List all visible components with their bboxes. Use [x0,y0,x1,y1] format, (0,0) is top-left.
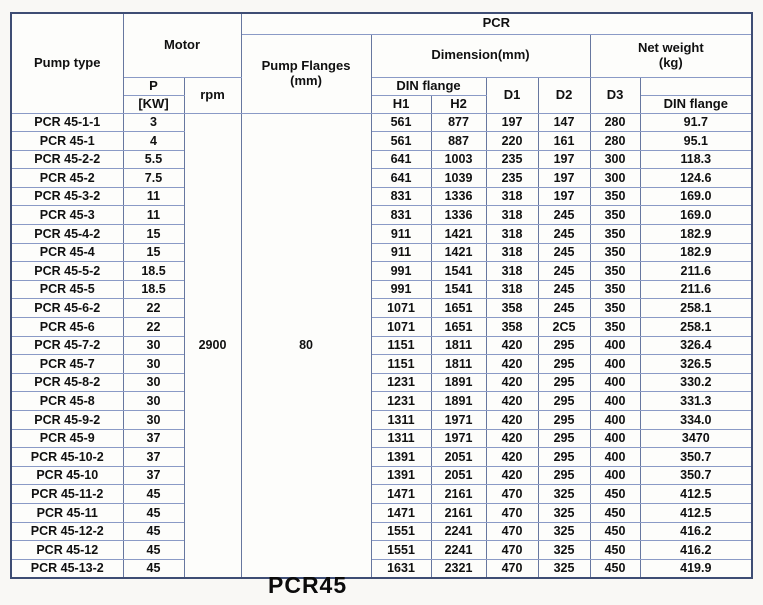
weight-cell: 326.5 [640,355,752,374]
header-pump-type: Pump type [11,13,123,113]
h1-cell: 1231 [371,392,431,411]
d1-cell: 318 [486,262,538,281]
header-pump-flanges [241,34,371,113]
table-row [11,318,752,337]
h2-cell: 1891 [431,392,486,411]
weight-cell: 412.5 [640,503,752,522]
p-kw-cell: 5.5 [123,150,184,169]
d3-cell: 350 [590,225,640,244]
header-p-unit: [KW] [123,95,184,113]
h2-cell: 1891 [431,373,486,392]
h1-cell: 1071 [371,318,431,337]
h2-cell: 2161 [431,503,486,522]
h2-cell: 1651 [431,318,486,337]
p-kw-cell: 11 [123,206,184,225]
d1-cell: 470 [486,522,538,541]
d1-cell: 470 [486,503,538,522]
table-row [11,559,752,578]
d2-cell: 245 [538,299,590,318]
d1-cell: 358 [486,299,538,318]
pump-type-cell: PCR 45-6-2 [11,299,123,318]
d2-cell: 325 [538,522,590,541]
h2-cell: 1421 [431,243,486,262]
h2-cell: 1971 [431,429,486,448]
d3-cell: 400 [590,392,640,411]
pump-type-cell: PCR 45-4 [11,243,123,262]
p-kw-cell: 45 [123,541,184,560]
d3-cell: 400 [590,411,640,430]
d2-cell: 197 [538,150,590,169]
d3-cell: 450 [590,541,640,560]
weight-cell: 412.5 [640,485,752,504]
table-row [11,503,752,522]
p-kw-cell: 45 [123,522,184,541]
h1-cell: 1311 [371,429,431,448]
d3-cell: 350 [590,318,640,337]
d1-cell: 197 [486,113,538,132]
header-d2: D2 [538,77,590,113]
d2-cell: 295 [538,466,590,485]
p-kw-cell: 30 [123,336,184,355]
header-h2: H2 [431,95,486,113]
table-row [11,113,752,132]
pump-type-cell: PCR 45-11 [11,503,123,522]
weight-cell: 124.6 [640,169,752,188]
pump-type-cell: PCR 45-6 [11,318,123,337]
table-row [11,522,752,541]
d2-cell: 295 [538,411,590,430]
header-rpm: rpm [184,77,241,113]
pump-type-cell: PCR 45-3 [11,206,123,225]
weight-cell: 169.0 [640,206,752,225]
d3-cell: 400 [590,373,640,392]
weight-cell: 169.0 [640,187,752,206]
header-pump-flanges-line1: Pump Flanges [261,57,351,73]
h1-cell: 1391 [371,466,431,485]
h2-cell: 1336 [431,206,486,225]
d1-cell: 318 [486,243,538,262]
d1-cell: 220 [486,132,538,151]
pump-type-cell: PCR 45-1 [11,132,123,151]
h1-cell: 1471 [371,485,431,504]
table-row [11,541,752,560]
weight-cell: 95.1 [640,132,752,151]
p-kw-cell: 37 [123,429,184,448]
d1-cell: 470 [486,559,538,578]
weight-cell: 334.0 [640,411,752,430]
d3-cell: 350 [590,280,640,299]
table-row [11,392,752,411]
d1-cell: 420 [486,411,538,430]
header-p: P [123,77,184,95]
weight-cell: 330.2 [640,373,752,392]
h1-cell: 561 [371,113,431,132]
table-row [11,243,752,262]
pump-spec-table [10,12,753,579]
header-net-weight [590,34,752,77]
pump-type-cell: PCR 45-10 [11,466,123,485]
p-kw-cell: 11 [123,187,184,206]
d1-cell: 358 [486,318,538,337]
h2-cell: 1421 [431,225,486,244]
h1-cell: 1551 [371,541,431,560]
p-kw-cell: 45 [123,503,184,522]
h2-cell: 1651 [431,299,486,318]
pump-type-cell: PCR 45-8 [11,392,123,411]
header-net-weight-line1: Net weight [637,39,704,55]
p-kw-cell: 45 [123,485,184,504]
d1-cell: 420 [486,429,538,448]
pump-type-cell: PCR 45-9-2 [11,411,123,430]
h1-cell: 911 [371,243,431,262]
h1-cell: 1311 [371,411,431,430]
h1-cell: 1071 [371,299,431,318]
header-din-flange: DIN flange [371,77,486,95]
h1-cell: 991 [371,262,431,281]
h1-cell: 1551 [371,522,431,541]
d3-cell: 450 [590,503,640,522]
d3-cell: 350 [590,206,640,225]
pump-type-cell: PCR 45-12 [11,541,123,560]
d3-cell: 400 [590,336,640,355]
d1-cell: 318 [486,187,538,206]
d1-cell: 470 [486,485,538,504]
h2-cell: 2321 [431,559,486,578]
weight-cell: 350.7 [640,466,752,485]
p-kw-cell: 18.5 [123,262,184,281]
d2-cell: 147 [538,113,590,132]
d2-cell: 295 [538,355,590,374]
weight-cell: 91.7 [640,113,752,132]
table-row [11,150,752,169]
h2-cell: 2051 [431,466,486,485]
weight-cell: 211.6 [640,262,752,281]
p-kw-cell: 7.5 [123,169,184,188]
d2-cell: 245 [538,225,590,244]
pump-type-cell: PCR 45-7 [11,355,123,374]
pump-type-cell: PCR 45-7-2 [11,336,123,355]
p-kw-cell: 30 [123,411,184,430]
pump-type-cell: PCR 45-10-2 [11,448,123,467]
p-kw-cell: 15 [123,243,184,262]
table-row [11,411,752,430]
pump-type-cell: PCR 45-2-2 [11,150,123,169]
p-kw-cell: 30 [123,392,184,411]
weight-cell: 350.7 [640,448,752,467]
d1-cell: 235 [486,150,538,169]
d2-cell: 295 [538,429,590,448]
weight-cell: 182.9 [640,225,752,244]
h1-cell: 1151 [371,355,431,374]
d2-cell: 295 [538,392,590,411]
d1-cell: 318 [486,206,538,225]
h1-cell: 561 [371,132,431,151]
weight-cell: 326.4 [640,336,752,355]
p-kw-cell: 18.5 [123,280,184,299]
table-row [11,448,752,467]
p-kw-cell: 3 [123,113,184,132]
weight-cell: 419.9 [640,559,752,578]
weight-cell: 3470 [640,429,752,448]
pump-type-cell: PCR 45-13-2 [11,559,123,578]
d2-cell: 245 [538,243,590,262]
h2-cell: 887 [431,132,486,151]
h1-cell: 1231 [371,373,431,392]
pump-type-cell: PCR 45-12-2 [11,522,123,541]
d3-cell: 350 [590,262,640,281]
table-row [11,132,752,151]
weight-cell: 182.9 [640,243,752,262]
header-pcr: PCR [241,13,752,34]
d3-cell: 400 [590,429,640,448]
h2-cell: 2161 [431,485,486,504]
d2-cell: 295 [538,448,590,467]
d1-cell: 420 [486,392,538,411]
d2-cell: 245 [538,206,590,225]
d2-cell: 295 [538,336,590,355]
p-kw-cell: 22 [123,318,184,337]
table-row [11,485,752,504]
d3-cell: 450 [590,485,640,504]
h2-cell: 2241 [431,541,486,560]
d1-cell: 318 [486,225,538,244]
h1-cell: 991 [371,280,431,299]
d3-cell: 400 [590,448,640,467]
table-row [11,225,752,244]
p-kw-cell: 15 [123,225,184,244]
pump-type-cell: PCR 45-3-2 [11,187,123,206]
d2-cell: 325 [538,503,590,522]
p-kw-cell: 45 [123,559,184,578]
h2-cell: 1039 [431,169,486,188]
p-kw-cell: 30 [123,355,184,374]
header-net-weight-line2: (kg) [658,54,683,70]
d3-cell: 450 [590,559,640,578]
table-body [11,113,752,578]
header-dimension: Dimension(mm) [371,34,590,77]
weight-cell: 118.3 [640,150,752,169]
d3-cell: 300 [590,150,640,169]
d2-cell: 161 [538,132,590,151]
h1-cell: 831 [371,187,431,206]
table-row [11,373,752,392]
h1-cell: 1391 [371,448,431,467]
pump-type-cell: PCR 45-5-2 [11,262,123,281]
pump-flange-merged-cell: 80 [241,113,371,578]
p-kw-cell: 37 [123,466,184,485]
h2-cell: 1971 [431,411,486,430]
header-pump-flanges-line2: (mm) [290,72,322,88]
h1-cell: 1631 [371,559,431,578]
p-kw-cell: 37 [123,448,184,467]
header-weight-spacer [640,77,752,95]
d3-cell: 280 [590,113,640,132]
header-motor: Motor [123,13,241,77]
d3-cell: 400 [590,466,640,485]
header-h1: H1 [371,95,431,113]
d3-cell: 400 [590,355,640,374]
h2-cell: 877 [431,113,486,132]
pump-type-cell: PCR 45-1-1 [11,113,123,132]
p-kw-cell: 4 [123,132,184,151]
p-kw-cell: 22 [123,299,184,318]
d2-cell: 2C5 [538,318,590,337]
d2-cell: 245 [538,280,590,299]
d3-cell: 350 [590,187,640,206]
h2-cell: 1811 [431,336,486,355]
d1-cell: 420 [486,336,538,355]
header-d3: D3 [590,77,640,113]
h2-cell: 2241 [431,522,486,541]
h1-cell: 641 [371,169,431,188]
d1-cell: 235 [486,169,538,188]
table-row [11,280,752,299]
h2-cell: 1541 [431,262,486,281]
h1-cell: 911 [371,225,431,244]
table-row [11,355,752,374]
h2-cell: 1811 [431,355,486,374]
pump-type-cell: PCR 45-2 [11,169,123,188]
table-row [11,187,752,206]
d3-cell: 280 [590,132,640,151]
pump-type-cell: PCR 45-8-2 [11,373,123,392]
table-row [11,206,752,225]
weight-cell: 258.1 [640,318,752,337]
h2-cell: 1336 [431,187,486,206]
d2-cell: 197 [538,169,590,188]
d1-cell: 420 [486,355,538,374]
pump-type-cell: PCR 45-4-2 [11,225,123,244]
d2-cell: 197 [538,187,590,206]
d1-cell: 470 [486,541,538,560]
h1-cell: 641 [371,150,431,169]
pump-type-cell: PCR 45-9 [11,429,123,448]
table-row [11,429,752,448]
d1-cell: 318 [486,280,538,299]
header-weight-din-flange: DIN flange [640,95,752,113]
table-row [11,336,752,355]
d2-cell: 325 [538,485,590,504]
h1-cell: 1151 [371,336,431,355]
table-row [11,299,752,318]
d1-cell: 420 [486,466,538,485]
d3-cell: 350 [590,243,640,262]
rpm-merged-cell: 2900 [184,113,241,578]
pump-type-cell: PCR 45-5 [11,280,123,299]
d3-cell: 450 [590,522,640,541]
pump-type-cell: PCR 45-11-2 [11,485,123,504]
weight-cell: 416.2 [640,522,752,541]
p-kw-cell: 30 [123,373,184,392]
table-caption: PCR45 [268,572,348,598]
weight-cell: 331.3 [640,392,752,411]
d1-cell: 420 [486,448,538,467]
h2-cell: 1003 [431,150,486,169]
d2-cell: 245 [538,262,590,281]
weight-cell: 416.2 [640,541,752,560]
table-row [11,466,752,485]
table-header [11,13,752,113]
header-d1: D1 [486,77,538,113]
d2-cell: 295 [538,373,590,392]
weight-cell: 258.1 [640,299,752,318]
h2-cell: 1541 [431,280,486,299]
h2-cell: 2051 [431,448,486,467]
h1-cell: 1471 [371,503,431,522]
d1-cell: 420 [486,373,538,392]
table-row [11,262,752,281]
d2-cell: 325 [538,559,590,578]
d2-cell: 325 [538,541,590,560]
h1-cell: 831 [371,206,431,225]
table-row [11,169,752,188]
d3-cell: 300 [590,169,640,188]
weight-cell: 211.6 [640,280,752,299]
d3-cell: 350 [590,299,640,318]
